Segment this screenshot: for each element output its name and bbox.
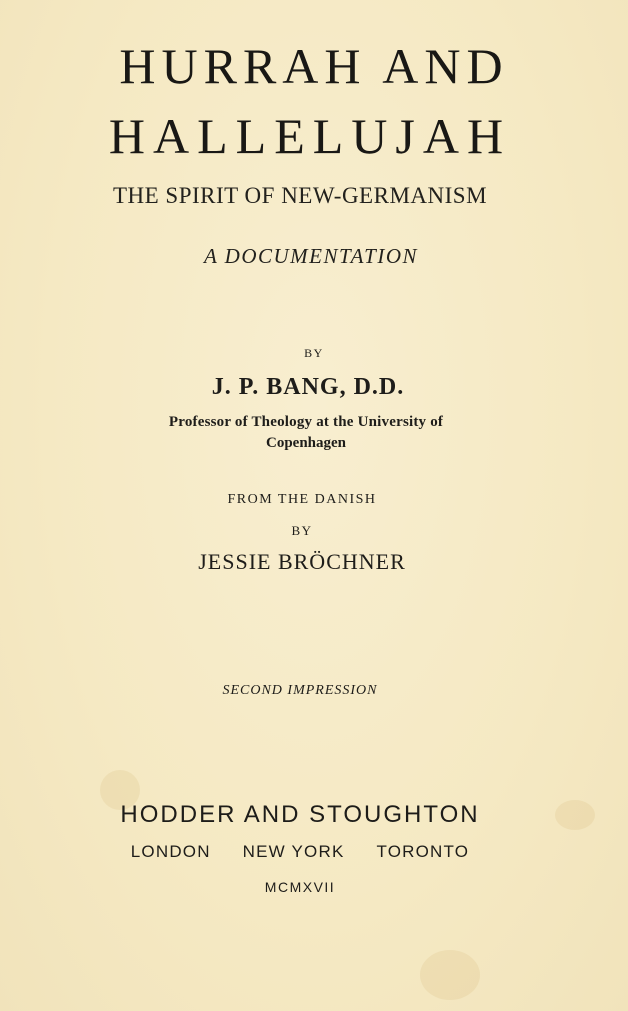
author-affiliation-line-1: Professor of Theology at the University of (168, 414, 444, 430)
city-toronto: TORONTO (376, 842, 470, 861)
city-new-york: NEW YORK (242, 842, 345, 861)
paper-stain (420, 950, 480, 1000)
translator-by-label: BY (291, 523, 313, 538)
document-label: A DOCUMENTATION (203, 244, 419, 268)
publisher-name: HODDER AND STOUGHTON (120, 801, 480, 828)
author-affiliation-line-2: Copenhagen (265, 435, 347, 451)
impression-label: SECOND IMPRESSION (222, 683, 378, 698)
book-title-line-2: HALLELUJAH (108, 108, 512, 164)
translator-name: JESSIE BRÖCHNER (198, 549, 406, 574)
translation-source: FROM THE DANISH (227, 492, 377, 507)
book-subtitle: THE SPIRIT OF NEW-GERMANISM (112, 183, 488, 208)
author-name: J. P. BANG, D.D. (211, 374, 405, 400)
book-title-line-1: HURRAH AND (119, 38, 509, 94)
by-label: BY (304, 346, 324, 360)
publication-year: MCMXVII (264, 879, 336, 895)
publisher-cities (0, 841, 614, 863)
city-london: LONDON (130, 842, 211, 861)
